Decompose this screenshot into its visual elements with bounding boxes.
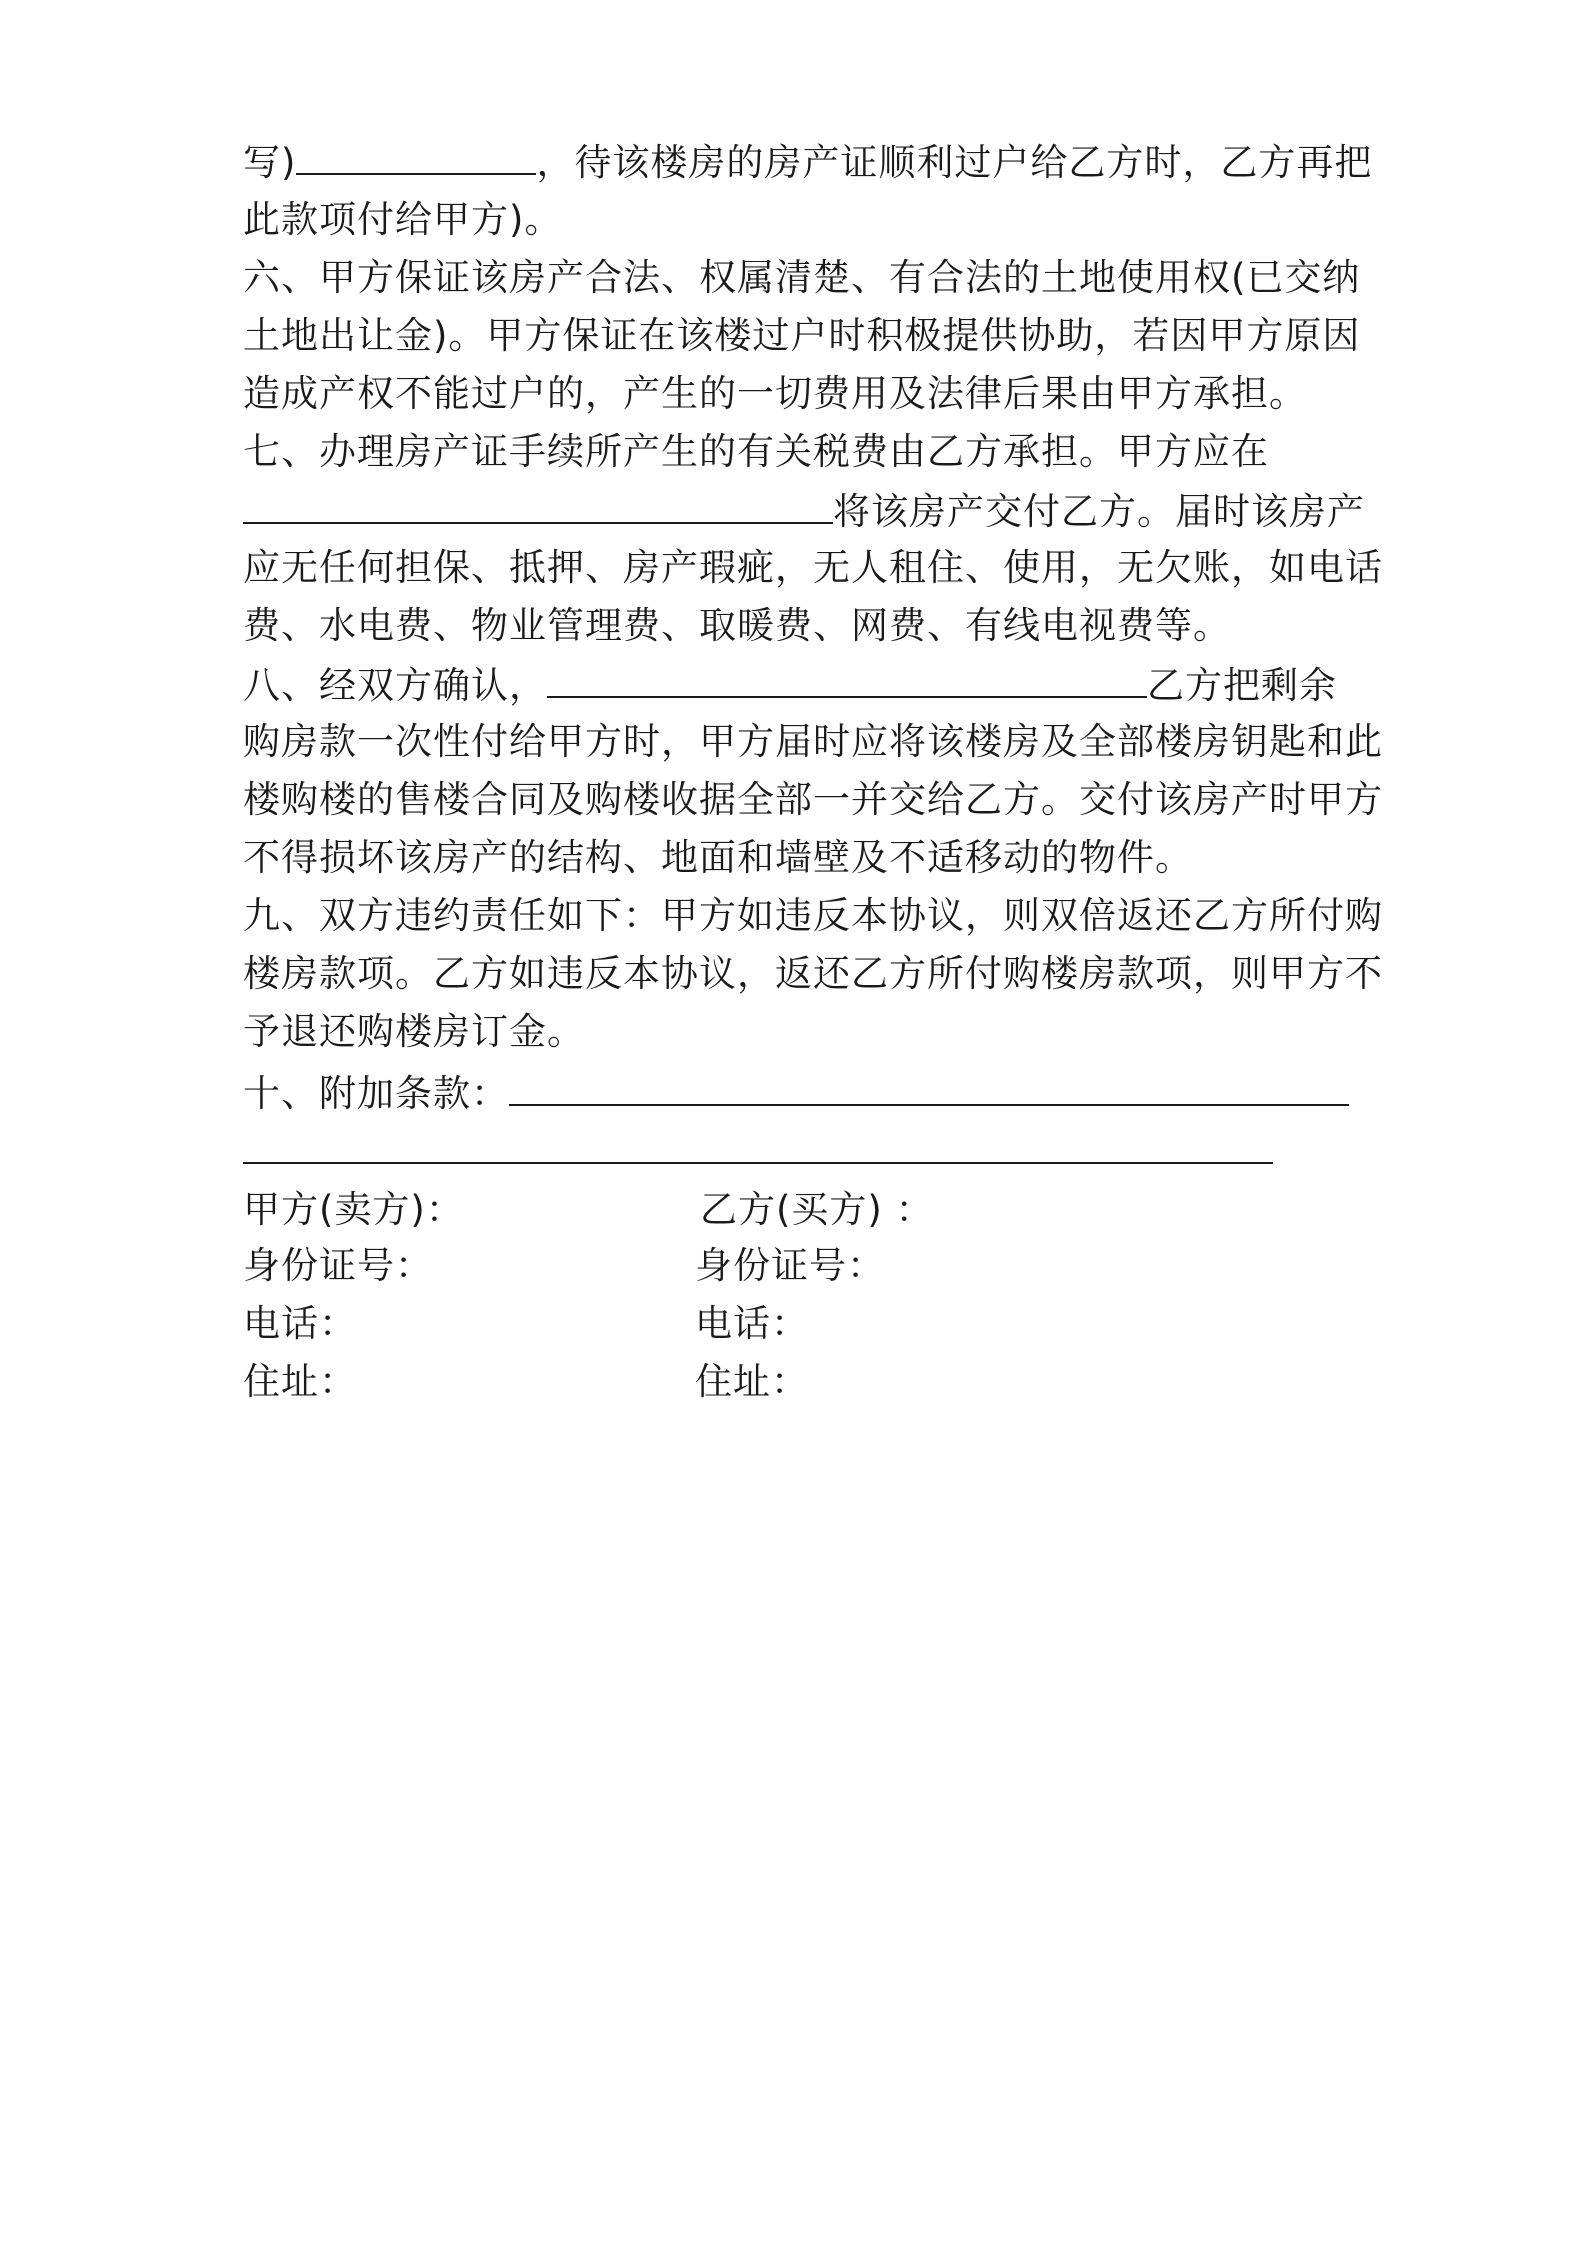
- section8-line3: 楼购楼的售楼合同及购楼收据全部一并交给乙方。交付该房产时甲方: [243, 778, 1383, 821]
- section9-line3: 予退还购楼房订金。: [243, 1010, 585, 1053]
- section7-line2-suffix: 将该房产交付乙方。届时该房产: [833, 490, 1365, 533]
- section6-line2: 土地出让金)。甲方保证在该楼过户时积极提供协助，若因甲方原因: [243, 314, 1361, 357]
- section6-line1: 六、甲方保证该房产合法、权属清楚、有合法的土地使用权(已交纳: [243, 256, 1361, 299]
- section8-line4: 不得损坏该房产的结构、地面和墙壁及不适移动的物件。: [243, 836, 1193, 879]
- section7-line2: [243, 488, 1365, 532]
- section10-line2: [243, 1128, 1273, 1172]
- confirmation-blank-field[interactable]: [547, 662, 1147, 698]
- section5-line1: [243, 139, 1372, 183]
- section10-label: 十、附加条款：: [243, 1072, 509, 1115]
- section7-line3: 应无任何担保、抵押、房产瑕疵，无人租住、使用，无欠账，如电话: [243, 546, 1383, 589]
- section9-line1: 九、双方违约责任如下：甲方如违反本协议，则双倍返还乙方所付购: [243, 894, 1383, 937]
- payment-blank-field[interactable]: [296, 139, 536, 175]
- section8-line2: 购房款一次性付给甲方时，甲方届时应将该楼房及全部楼房钥匙和此: [243, 720, 1383, 763]
- section7-line1: 七、办理房产证手续所产生的有关税费由乙方承担。甲方应在: [243, 430, 1269, 473]
- section5-line1-prefix: 写): [243, 141, 297, 184]
- section8-line1: [243, 662, 1337, 706]
- section9-line2: 楼房款项。乙方如违反本协议，返还乙方所付购楼房款项，则甲方不: [243, 952, 1383, 995]
- section10-line1: [243, 1070, 1349, 1114]
- section7-line4: 费、水电费、物业管理费、取暖费、网费、有线电视费等。: [243, 604, 1231, 647]
- section8-line1-prefix: 八、经双方确认，: [243, 664, 547, 707]
- section6-line3: 造成产权不能过户的，产生的一切费用及法律后果由甲方承担。: [243, 372, 1307, 415]
- section8-line1-suffix: 乙方把剩余: [1147, 664, 1337, 707]
- party-b-phone-label: 电话：: [695, 1302, 809, 1345]
- section5-line2: 此款项付给甲方)。: [243, 198, 563, 241]
- additional-terms-blank-field-1[interactable]: [509, 1070, 1349, 1106]
- section5-line1-suffix: ，待该楼房的房产证顺利过户给乙方时，乙方再把: [536, 141, 1373, 184]
- party-a-phone-label: 电话：: [243, 1302, 357, 1345]
- delivery-date-blank-field[interactable]: [243, 488, 833, 524]
- party-a-id-label: 身份证号：: [243, 1244, 433, 1287]
- party-b-address-label: 住址：: [695, 1360, 809, 1403]
- additional-terms-blank-field-2[interactable]: [243, 1128, 1273, 1164]
- party-a-title: 甲方(卖方)：: [243, 1188, 464, 1231]
- party-a-address-label: 住址：: [243, 1360, 357, 1403]
- party-b-id-label: 身份证号：: [695, 1244, 885, 1287]
- party-b-title: 乙方(买方) ：: [700, 1188, 934, 1231]
